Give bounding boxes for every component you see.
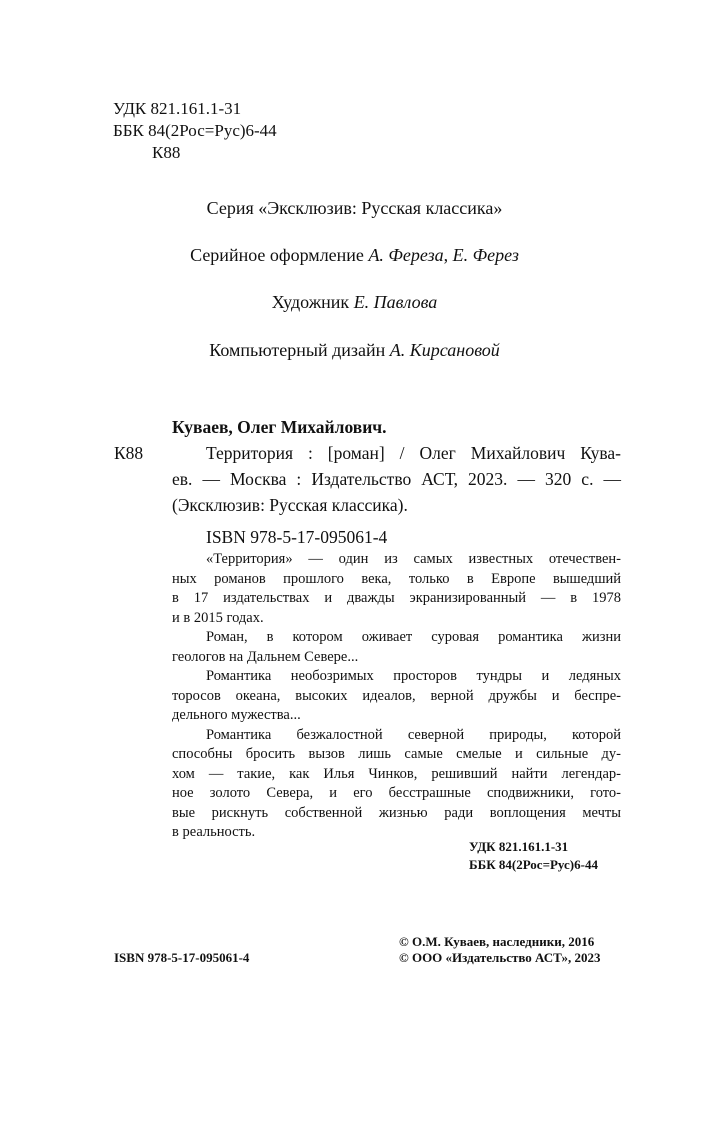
annotation-line: дельного мужества...: [172, 707, 301, 723]
catalog-desc-line: ев. — Москва : Издательство АСТ, 2023. — 320 с. —: [172, 469, 621, 489]
annotation-line: в 17 издательствах и дважды экранизированный — в 1978: [172, 590, 621, 606]
annotation: [172, 550, 621, 843]
catalog-isbn: ISBN 978-5-17-095061-4: [206, 527, 388, 547]
copyright-author: © О.М. Куваев, наследники, 2016: [399, 934, 595, 949]
catalog-author-heading: Куваев, Олег Михайлович.: [172, 417, 387, 437]
artist-label: Художник: [271, 292, 350, 312]
design-name-b: Е. Ферез: [452, 245, 519, 265]
artist-credit: [0, 292, 709, 313]
catalog-author-mark: К88: [114, 443, 144, 463]
annotation-line: Романтика безжалостной северной природы, которой: [206, 726, 621, 743]
annotation-line: и в 2015 годах.: [172, 609, 264, 626]
design-name-a: А. Фереза: [368, 245, 444, 265]
design-credit: [0, 245, 709, 266]
computer-design-credit: [0, 340, 709, 361]
catalog-description: [172, 440, 621, 518]
author-mark-code: К88: [152, 143, 181, 162]
annotation-line: Романтика необозримых просторов тундры и ледяных: [206, 668, 621, 684]
design-label: Серийное оформление: [190, 245, 364, 265]
footer-udk-code: УДК 821.161.1-31: [469, 839, 569, 854]
design-comma: ,: [443, 245, 449, 265]
series-line: Серия «Эксклюзив: Русская классика»: [206, 198, 503, 218]
annotation-line: Роман, в котором оживает суровая романтика жизни: [206, 629, 621, 645]
annotation-line: ное золото Севера, и его бесстрашные сподвижники, гото-: [172, 785, 621, 801]
copyright-publisher: © ООО «Издательство АСТ», 2023: [399, 950, 601, 965]
catalog-desc-line: (Эксклюзив: Русская классика).: [172, 495, 408, 515]
footer-isbn: ISBN 978-5-17-095061-4: [114, 950, 250, 965]
annotation-line: геологов на Дальнем Севере...: [172, 648, 359, 665]
annotation-line: в реальность.: [172, 824, 256, 840]
artist-name: Е. Павлова: [353, 292, 438, 312]
annotation-line: вые рискнуть собственной жизнью ради воплощения мечты: [172, 804, 621, 821]
catalog-desc-line: Территория : [роман] / Олег Михайлович Кува-: [206, 443, 621, 463]
annotation-line: хом — такие, как Илья Чинков, решивший найти легендар-: [172, 765, 621, 782]
udk-code: УДК 821.161.1-31: [113, 99, 242, 118]
computer-design-label: Компьютерный дизайн: [209, 340, 386, 360]
annotation-line: ных романов прошлого века, только в Европе вышедший: [172, 570, 621, 587]
annotation-line: «Территория» — один из самых известных отечествен-: [206, 551, 621, 567]
bbk-code: ББК 84(2Рос=Рус)6-44: [113, 121, 277, 140]
annotation-line: способны бросить вызов лишь самые смелые и сильные ду-: [172, 746, 621, 762]
annotation-line: торосов океана, высоких идеалов, верной дружбы и беспре-: [172, 687, 621, 704]
footer-bbk-code: ББК 84(2Рос=Рус)6-44: [469, 857, 598, 872]
computer-design-name: А. Кирсановой: [389, 340, 500, 360]
